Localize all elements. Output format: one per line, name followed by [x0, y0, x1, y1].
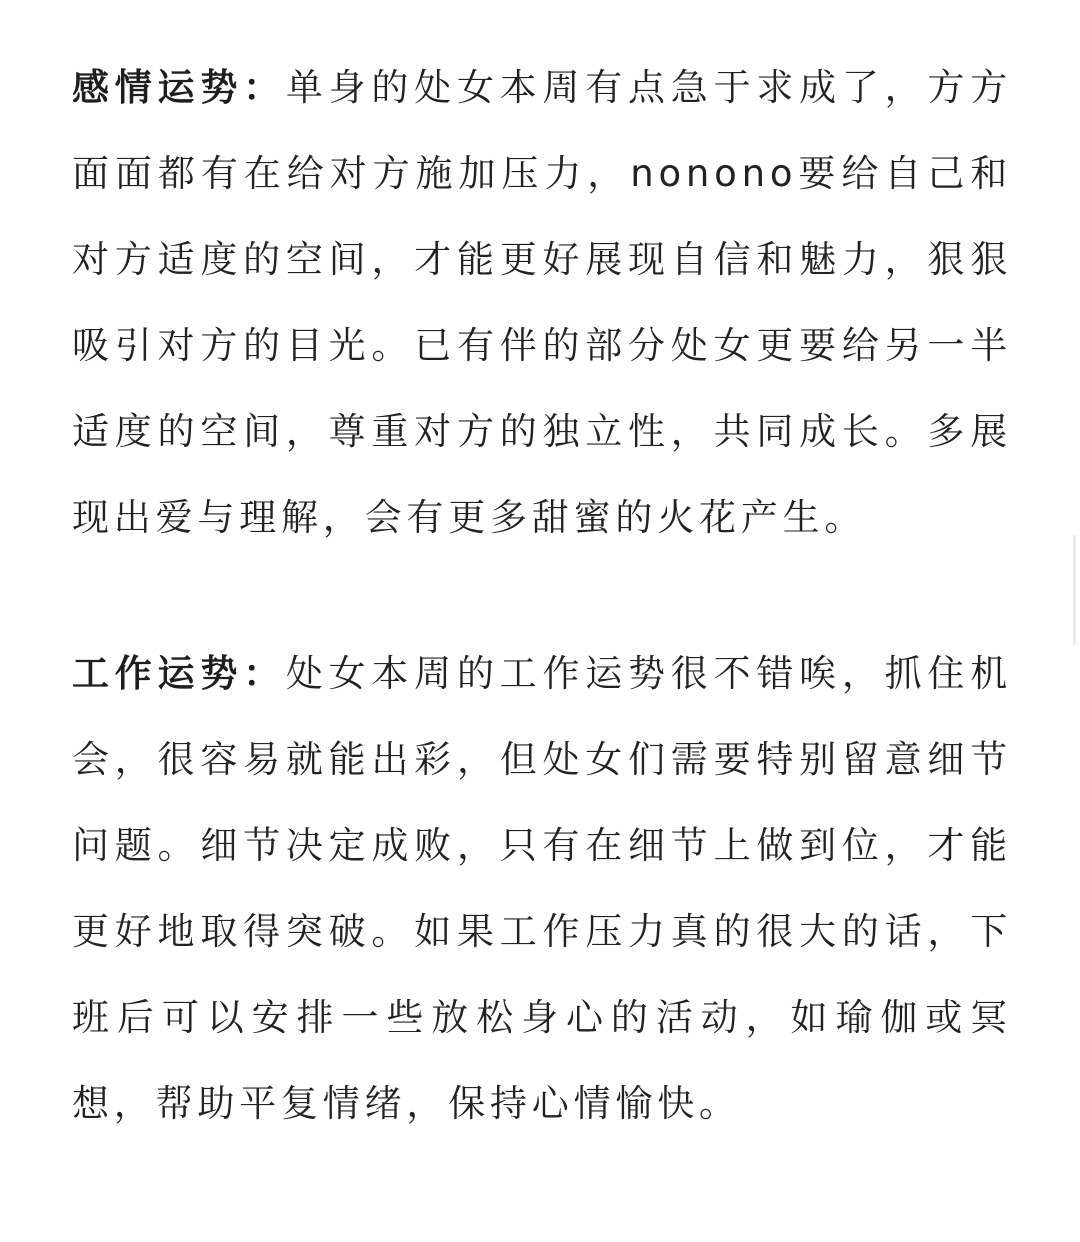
love-fortune-text: 单身的处女本周有点急于求成了，方方面面都有在给对方施加压力，nonono要给自己和对方适度的空间，才能更好展现自信和魅力，狠狠吸引对方的目光。已有伴的部分处女更要给另一半适度的空间，尊重对方的独立性，共同成长。多展现出爱与理解，会有更多甜蜜的火花产生。 [72, 66, 1012, 539]
scrollbar[interactable] [1073, 535, 1076, 645]
horoscope-article [72, 45, 1012, 1147]
work-fortune-label: 工作运势： [72, 652, 286, 695]
love-fortune-label: 感情运势： [72, 66, 286, 109]
work-fortune-paragraph [72, 631, 1012, 1147]
work-fortune-text: 处女本周的工作运势很不错唉，抓住机会，很容易就能出彩，但处女们需要特别留意细节问题。细节决定成败，只有在细节上做到位，才能更好地取得突破。如果工作压力真的很大的话，下班后可以安排一些放松身心的活动，如瑜伽或冥想，帮助平复情绪，保持心情愉快。 [72, 652, 1012, 1125]
love-fortune-paragraph [72, 45, 1012, 561]
